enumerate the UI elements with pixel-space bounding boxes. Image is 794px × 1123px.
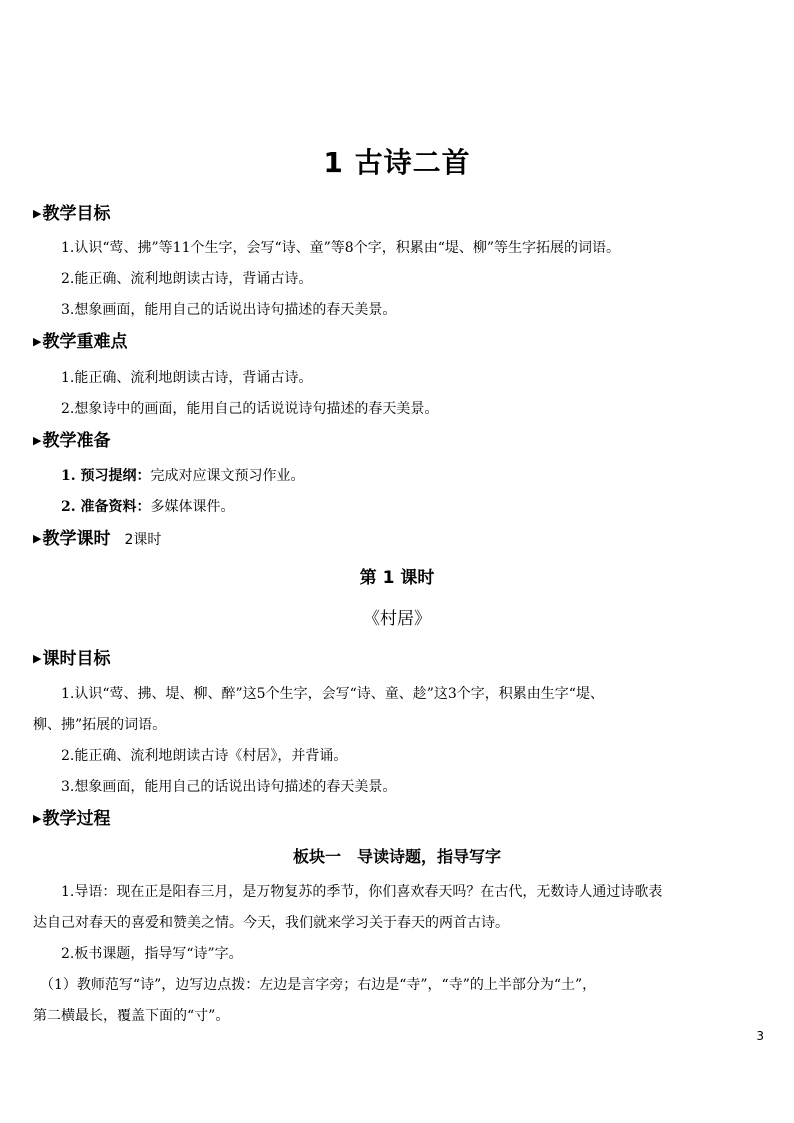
lesson-goal-item-1-line-1: 1.认识“莺、拂、堤、柳、醉”这5个生字，会写“诗、童、趁”这3个字，积累由生字“堤、 bbox=[61, 686, 604, 702]
triangle-marker-icon: ▶ bbox=[33, 532, 42, 545]
page-number: 3 bbox=[756, 1029, 764, 1043]
key-point-item-1: 1.能正确、流利地朗读古诗，背诵古诗。 bbox=[61, 370, 313, 386]
heading-periods: ▶教学课时 2课时 bbox=[33, 529, 162, 549]
triangle-marker-icon: ▶ bbox=[33, 652, 42, 665]
page-title: 1 古诗二首 bbox=[323, 146, 471, 179]
periods-value: 2课时 bbox=[124, 532, 162, 548]
goal-item-3: 3.想象画面，能用自己的话说出诗句描述的春天美景。 bbox=[61, 302, 397, 318]
heading-process: ▶教学过程 bbox=[33, 809, 111, 829]
heading-preparation: ▶教学准备 bbox=[33, 431, 111, 451]
process-paragraph-2: 2.板书课题，指导写“诗”字。 bbox=[61, 946, 243, 962]
lesson-title: 第 1 课时 bbox=[359, 568, 435, 588]
heading-teaching-goals: ▶教学目标 bbox=[33, 204, 111, 224]
triangle-marker-icon: ▶ bbox=[33, 434, 42, 447]
triangle-marker-icon: ▶ bbox=[33, 812, 42, 825]
heading-lesson-goals: ▶课时目标 bbox=[33, 649, 111, 669]
preparation-item-1: 1. 预习提纲：完成对应课文预习作业。 bbox=[61, 468, 305, 484]
process-paragraph-1-line-1: 1.导语：现在正是阳春三月，是万物复苏的季节，你们喜欢春天吗？在古代，无数诗人通过诗歌表 bbox=[61, 884, 663, 900]
lesson-goal-item-2: 2.能正确、流利地朗读古诗《村居》，并背诵。 bbox=[61, 748, 348, 764]
goal-item-2: 2.能正确、流利地朗读古诗，背诵古诗。 bbox=[61, 271, 313, 287]
poem-title: 《村居》 bbox=[363, 609, 431, 629]
preparation-item-2: 2. 准备资料：多媒体课件。 bbox=[61, 499, 235, 515]
block-title: 板块一 导读诗题，指导写字 bbox=[292, 847, 501, 866]
key-point-item-2: 2.想象诗中的画面，能用自己的话说说诗句描述的春天美景。 bbox=[61, 401, 439, 417]
lesson-goal-item-1-line-2: 柳、拂”拓展的词语。 bbox=[33, 717, 167, 733]
triangle-marker-icon: ▶ bbox=[33, 207, 42, 220]
goal-item-1: 1.认识“莺、拂”等11个生字，会写“诗、童”等8个字，积累由“堤、柳”等生字拓展的词语。 bbox=[61, 240, 621, 256]
lesson-goal-item-3: 3.想象画面，能用自己的话说出诗句描述的春天美景。 bbox=[61, 779, 397, 795]
process-paragraph-3-line-2: 第二横最长，覆盖下面的“寸”。 bbox=[33, 1008, 230, 1024]
process-paragraph-1-line-2: 达自己对春天的喜爱和赞美之情。今天，我们就来学习关于春天的两首古诗。 bbox=[33, 915, 509, 931]
process-paragraph-3-line-1: （1）教师范写“诗”，边写边点拨：左边是言字旁；右边是“寺”，“寺”的上半部分为“土”， bbox=[40, 977, 597, 993]
heading-key-points: ▶教学重难点 bbox=[33, 332, 128, 352]
triangle-marker-icon: ▶ bbox=[33, 335, 42, 348]
